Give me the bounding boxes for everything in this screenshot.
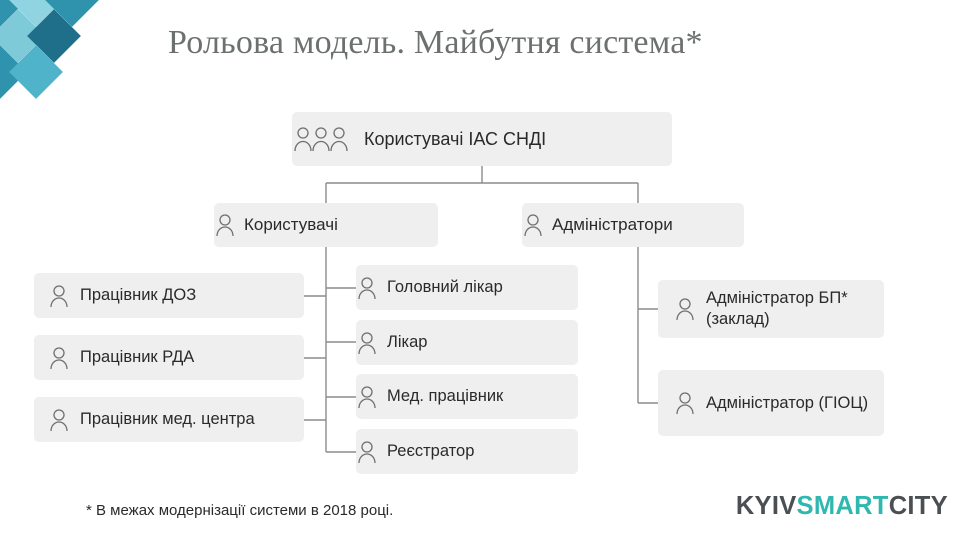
node-doctor-label: Лікар bbox=[387, 333, 428, 352]
node-medworker-label: Мед. працівник bbox=[387, 387, 504, 406]
page-title: Рольова модель. Майбутня система* bbox=[168, 24, 703, 61]
user-icon bbox=[356, 384, 378, 410]
node-medcenter[interactable] bbox=[34, 397, 304, 442]
node-admin-bp[interactable] bbox=[658, 280, 884, 338]
node-medworker[interactable] bbox=[356, 374, 578, 419]
node-chiefdoc[interactable] bbox=[356, 265, 578, 310]
user-icon bbox=[674, 390, 696, 416]
node-registrar[interactable] bbox=[356, 429, 578, 474]
node-root-label: Користувачі ІАС СНДІ bbox=[364, 128, 547, 149]
node-rda[interactable] bbox=[34, 335, 304, 380]
node-root[interactable] bbox=[292, 112, 672, 166]
logo-part-smart: SMART bbox=[796, 492, 889, 520]
node-doz-label: Працівник ДОЗ bbox=[80, 286, 197, 305]
node-doz[interactable] bbox=[34, 273, 304, 318]
node-admins[interactable] bbox=[522, 203, 744, 247]
user-icon bbox=[214, 212, 236, 238]
user-icon bbox=[674, 296, 696, 322]
user-icon bbox=[48, 283, 70, 309]
user-icon bbox=[522, 212, 544, 238]
node-admin-bp-label: Адміністратор БП* (заклад) bbox=[706, 289, 848, 328]
logo-part-city: CITY bbox=[888, 492, 948, 520]
node-users[interactable] bbox=[214, 203, 438, 247]
kyiv-smart-city-logo bbox=[736, 492, 948, 521]
user-icon bbox=[356, 275, 378, 301]
users-group-icon bbox=[292, 125, 354, 153]
node-chiefdoc-label: Головний лікар bbox=[387, 278, 503, 297]
node-doctor[interactable] bbox=[356, 320, 578, 365]
node-users-label: Користувачі bbox=[244, 215, 338, 235]
user-icon bbox=[48, 407, 70, 433]
user-icon bbox=[48, 345, 70, 371]
logo-part-kyiv: KYIV bbox=[735, 492, 797, 520]
user-icon bbox=[356, 439, 378, 465]
footnote: * В межах модернізації системи в 2018 році. bbox=[86, 502, 394, 519]
node-registrar-label: Реєстратор bbox=[387, 442, 475, 461]
node-admins-label: Адміністратори bbox=[552, 215, 673, 235]
user-icon bbox=[356, 330, 378, 356]
node-admin-gioc[interactable] bbox=[658, 370, 884, 436]
node-medcenter-label: Працівник мед. центра bbox=[80, 410, 255, 429]
node-admin-gioc-label: Адміністратор (ГІОЦ) bbox=[706, 393, 869, 412]
node-rda-label: Працівник РДА bbox=[80, 348, 195, 367]
